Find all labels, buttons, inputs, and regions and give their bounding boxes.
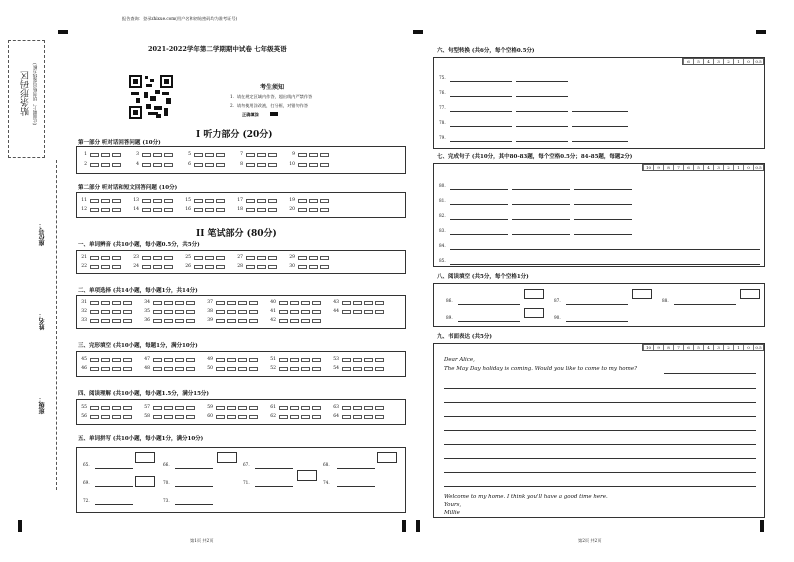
seal-line xyxy=(56,160,57,490)
score-box[interactable] xyxy=(524,289,544,299)
part2-sec5-title: 五、单词拼写 (共10小题，每小题1分，满分10分) xyxy=(78,436,204,442)
sec8-title: 八、阅读填空 (共5分，每个空格1分) xyxy=(437,274,529,280)
sec6-title: 六、句型转换 (共6分，每个空格0.5分) xyxy=(437,48,535,54)
answer-row: 33 36 39 42 xyxy=(77,318,329,323)
qr-code xyxy=(128,74,174,120)
sample-fill xyxy=(270,112,278,116)
answer-row: 46 48 50 52 54 xyxy=(77,366,392,371)
score-box[interactable] xyxy=(297,470,317,481)
part2-title: II 笔试部分 (80分) xyxy=(196,229,277,239)
barcode-title: 贴条形码区 xyxy=(21,71,31,116)
part2-sec2-title: 二、单项选择 (共14小题，每小题1分，共14分) xyxy=(78,288,198,294)
sec7-box: 10 9 8 7 6 5 4 3 2 1 0 0.5 80. 81. 82. 83. 84. 85. xyxy=(433,163,765,267)
corner-mark xyxy=(402,520,406,532)
part2-sec3-box xyxy=(76,351,406,377)
letter-greeting: Dear Alice, xyxy=(444,357,475,363)
page1-footer: 第1页 共2页 xyxy=(190,538,214,543)
answer-row: 56 58 60 62 64 xyxy=(77,414,392,419)
corner-mark xyxy=(756,30,766,34)
barcode-area xyxy=(8,40,45,158)
part2-sec1-title: 一、单词辨音 (共10小题，每小题0.5分，共5分) xyxy=(78,242,200,248)
exam-title: 2021-2022学年第二学期期中试卷 七年级英语 xyxy=(148,45,287,53)
letter-closing-2: Yours, xyxy=(444,502,462,508)
part2-sec1-box xyxy=(76,250,406,274)
corner-mark xyxy=(58,30,68,34)
score-box[interactable] xyxy=(217,452,237,463)
answer-row: 32 35 38 41 44 xyxy=(77,309,392,314)
part1-sec2-box xyxy=(76,192,406,218)
class-label: 班级： xyxy=(39,396,46,414)
page2-footer: 第2页 共2页 xyxy=(578,538,602,543)
part2-sec2-box xyxy=(76,295,406,329)
name-label: 姓名： xyxy=(39,312,46,330)
score-box[interactable] xyxy=(377,452,397,463)
answer-row: 11 13 15 17 19 xyxy=(77,198,337,203)
sec8-box: 86. 87. 88. 89. 90. xyxy=(433,283,765,327)
score-box[interactable] xyxy=(135,452,155,463)
corner-mark xyxy=(413,30,423,34)
score-box[interactable] xyxy=(632,289,652,299)
part1-sec1-box xyxy=(76,146,406,174)
answer-row: 21 23 25 27 29 xyxy=(77,255,337,260)
sec7-title: 七、完成句子 (共10分，其中80-83题，每个空格0.5分；84-85题，每题2分) xyxy=(437,154,633,160)
sec6-box: 6 5 4 3 2 1 0 0.5 75. 76. 77. 78. 79. xyxy=(433,57,765,149)
score-box[interactable] xyxy=(135,476,155,487)
part1-title: I 听力部分 (20分) xyxy=(196,130,273,140)
sec9-box xyxy=(433,343,765,518)
score-strip[interactable]: 6 5 4 3 2 1 0 0.5 xyxy=(682,58,764,65)
part2-sec5-box: 65. 66. 67. 68. 69. 70. 71. 72. 73. 74. xyxy=(76,447,406,513)
score-strip[interactable]: 10 9 8 7 6 5 4 3 2 1 0 0.5 xyxy=(642,164,764,171)
corner-mark xyxy=(18,520,22,532)
notice-item-2: 2．请勿使用涂改液，打分框，对错勿作答 xyxy=(230,103,309,108)
answer-row: 22 24 26 28 30 xyxy=(77,264,337,269)
answer-row: 31 34 37 40 43 xyxy=(77,300,392,305)
part2-sec4-box xyxy=(76,399,406,425)
letter-closing-1: Welcome to my home. I think you'll have a good time here. xyxy=(444,494,608,500)
part2-sec4-title: 四、阅读理解 (共10小题，每小题1.5分，满分15分) xyxy=(78,391,209,397)
sample-label: 正确填涂 xyxy=(242,112,259,117)
notice-item-1: 1．请在规定区域内作答，超出线内严禁作答 xyxy=(230,94,313,99)
score-box[interactable] xyxy=(524,308,544,318)
corner-mark xyxy=(416,520,420,532)
barcode-note: (正面朝上，切勿贴出虚线方框) xyxy=(33,63,38,126)
answer-row: 2 4 6 8 10 xyxy=(77,162,337,167)
letter-closing-3: Millie xyxy=(444,510,460,516)
answer-row: 12 14 16 18 20 xyxy=(77,207,337,212)
answer-row: 1 3 5 7 9 xyxy=(77,152,337,157)
score-strip[interactable]: 10 9 8 7 6 5 4 3 2 1 0 0.5 xyxy=(642,344,764,351)
part2-sec3-title: 三、完形填空 (共10小题，每题1分，满分10分) xyxy=(78,343,198,349)
part1-sec2-title: 第二部分 听对话和短文回答问题 (10分) xyxy=(78,185,178,191)
letter-line-1: The May Day holiday is coming. Would you like to come to my home? xyxy=(444,366,638,372)
answer-row: 45 47 49 51 53 xyxy=(77,357,392,362)
answer-row: 55 57 59 61 63 xyxy=(77,405,392,410)
corner-mark xyxy=(760,520,764,532)
seat-label: 座位号： xyxy=(39,222,46,246)
part1-sec1-title: 第一部分 听对话回答问题 (10分) xyxy=(78,140,161,146)
header-note: 报告查询：登录zhixue.com(用户名和初始密码均为准考证号) xyxy=(122,16,238,21)
score-box[interactable] xyxy=(740,289,760,299)
notice-title: 考生须知 xyxy=(260,84,285,91)
sec9-title: 九、书面表达 (共5分) xyxy=(437,334,492,340)
